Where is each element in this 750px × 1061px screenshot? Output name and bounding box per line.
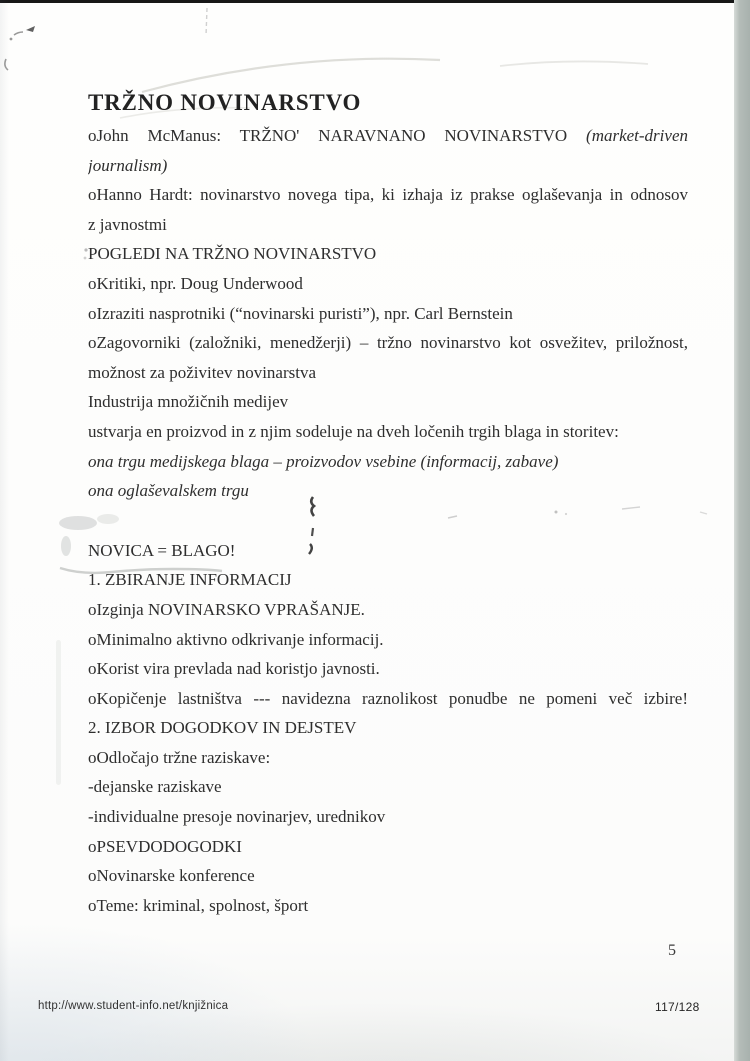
- text-line: oKorist vira prevlada nad koristjo javnosti.: [88, 659, 380, 679]
- text-line: -dejanske raziskave: [88, 777, 222, 797]
- document-content: [88, 84, 688, 920]
- text-line: oMinimalno aktivno odkrivanje informacij.: [88, 629, 384, 649]
- text-line: ustvarja en proizvod in z njim sodeluje na dveh ločenih trgih blaga in storitev:: [88, 421, 619, 441]
- text-line: POGLEDI NA TRŽNO NOVINARSTVO: [88, 244, 377, 264]
- text-line: oKopičenje lastništva --- navidezna raznolikost ponudbe ne pomeni več izbire!: [88, 688, 688, 708]
- document-title: TRŽNO NOVINARSTVO: [88, 90, 362, 115]
- document-body: [88, 121, 688, 920]
- text-line: oJohn McManus: TRŽNO' NARAVNANO NOVINARSTVO (market-driven: [88, 126, 688, 145]
- footer-page-fraction: 117/128: [655, 1000, 700, 1014]
- text-line: oIzginja NOVINARSKO VPRAŠANJE.: [88, 599, 365, 619]
- text-line: oKritiki, npr. Doug Underwood: [88, 273, 303, 293]
- text-line: journalism): [88, 155, 168, 175]
- text-line: možnost za poživitev novinarstva: [88, 362, 317, 382]
- page-number: 5: [668, 942, 676, 959]
- scan-margin-streak: [56, 640, 61, 785]
- text-line: oHanno Hardt: novinarstvo novega tipa, ki izhaja iz prakse oglaševanja in odnosov: [88, 185, 688, 205]
- footer-source-url: http://www.student-info.net/knjižnica: [38, 1000, 229, 1012]
- text-line: oPSEVDODOGODKI: [88, 836, 242, 856]
- text-line: 1. ZBIRANJE INFORMACIJ: [88, 570, 292, 590]
- text-line: oZagovorniki (založniki, menedžerji) – tržno novinarstvo kot osvežitev, priložnost,: [88, 333, 688, 353]
- scan-top-edge: [0, 0, 734, 3]
- text-line: Industrija množičnih medijev: [88, 392, 289, 412]
- text-line: 2. IZBOR DOGODKOV IN DEJSTEV: [88, 718, 357, 738]
- scanner-edge-shadow: [734, 0, 750, 1061]
- text-line: oNovinarske konference: [88, 866, 255, 886]
- text-line: oTeme: kriminal, spolnost, šport: [88, 895, 309, 915]
- scan-left-shade: [0, 0, 9, 1061]
- text-line: NOVICA = BLAGO!: [88, 540, 236, 560]
- text-line: oOdločajo tržne raziskave:: [88, 747, 271, 767]
- text-line: oIzraziti nasprotniki (“novinarski puristi”), npr. Carl Bernstein: [88, 303, 513, 323]
- text-line: ona trgu medijskega blaga – proizvodov vsebine (informacij, zabave): [88, 451, 559, 471]
- blank-line: [88, 506, 688, 536]
- text-line: -individualne presoje novinarjev, urednikov: [88, 807, 386, 827]
- text-line: z javnostmi: [88, 214, 167, 234]
- text-line: ona oglaševalskem trgu: [88, 481, 249, 501]
